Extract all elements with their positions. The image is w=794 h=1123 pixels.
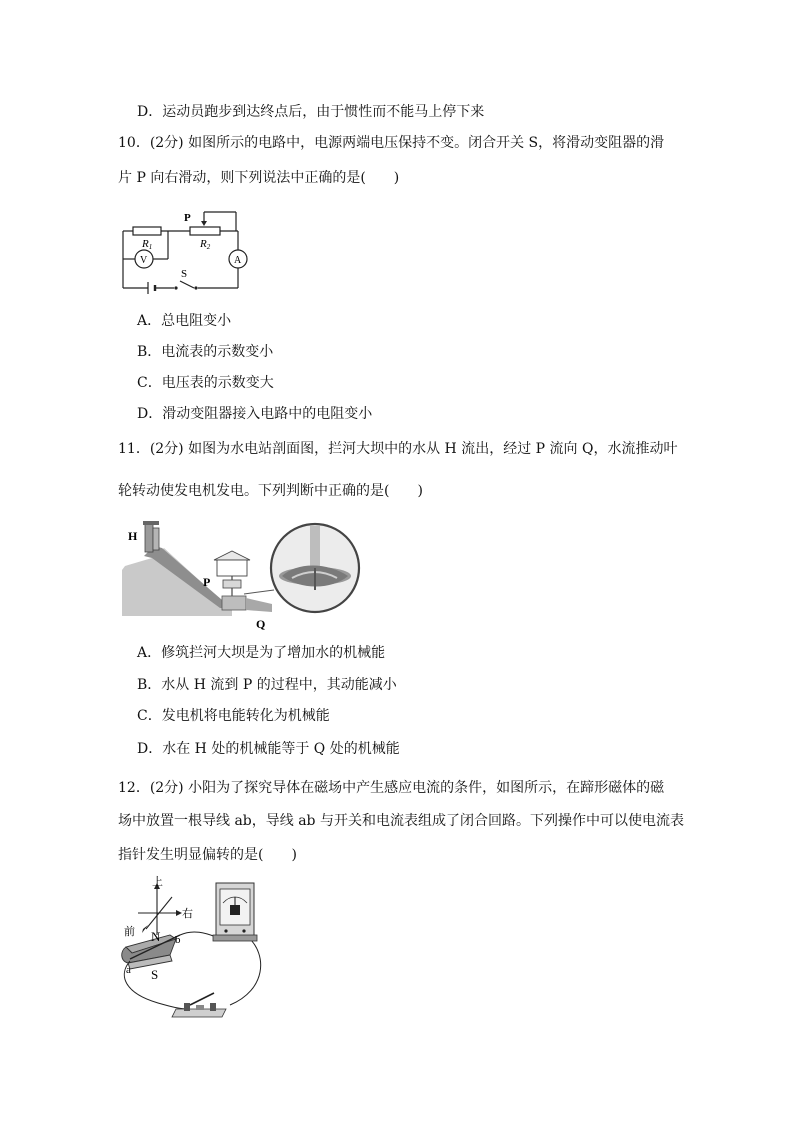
q10-label-r2-sub: 2 <box>206 243 211 251</box>
q11-label-h: H <box>128 529 138 543</box>
q10-stem-line2: 片 P 向右滑动，则下列说法中正确的是( ) <box>118 170 400 186</box>
q12-stem-line1: 12．(2分) 小阳为了探究导体在磁场中产生感应电流的条件，如图所示，在蹄形磁体的磁 <box>118 780 665 796</box>
q10-label-p: P <box>184 212 191 224</box>
q11-option-c: C．发电机将电能转化为机械能 <box>137 708 330 724</box>
q11-option-d: D．水在 H 处的机械能等于 Q 处的机械能 <box>137 741 400 757</box>
q10-ammeter-label: A <box>234 255 242 266</box>
q10-option-c: C．电压表的示数变大 <box>137 375 274 391</box>
q12-label-s: S <box>151 967 159 982</box>
q12-label-up: 上 <box>152 876 163 888</box>
q10-voltmeter-label: V <box>140 255 148 266</box>
q12-induction-experiment-diagram <box>118 875 278 1023</box>
q10-stem-line1: 10．(2分) 如图所示的电路中，电源两端电压保持不变。闭合开关 S，将滑动变阻器的滑 <box>118 135 665 151</box>
q12-label-right: 右 <box>182 908 193 920</box>
q10-option-b: B．电流表的示数变小 <box>137 344 274 360</box>
q12-stem-line3: 指针发生明显偏转的是( ) <box>118 847 297 863</box>
q12-stem-line2: 场中放置一根导线 ab，导线 ab 与开关和电流表组成了闭合回路。下列操作中可以使电流表 <box>118 813 684 829</box>
q11-label-q: Q <box>256 617 266 631</box>
svg-text:R2 <box>199 238 211 251</box>
q11-label-p: P <box>203 575 211 589</box>
q10-label-s: S <box>181 268 188 280</box>
q9-option-d: D．运动员跑步到达终点后，由于惯性而不能马上停下来 <box>137 104 485 120</box>
q12-label-n: N <box>151 929 161 944</box>
q10-label-r1-sub: 1 <box>148 243 153 251</box>
q11-hydropower-station-diagram <box>122 518 362 633</box>
q11-stem-line2: 轮转动使发电机发电。下列判断中正确的是( ) <box>118 483 423 499</box>
svg-text:R1 <box>141 238 152 251</box>
q11-option-a: A．修筑拦河大坝是为了增加水的机械能 <box>137 645 386 661</box>
q10-label-r2: R <box>200 238 207 250</box>
q10-option-a: A．总电阻变小 <box>137 313 232 329</box>
q12-label-a: a <box>126 964 131 976</box>
q10-circuit-diagram <box>118 205 258 301</box>
q12-label-b: b <box>175 934 181 946</box>
q10-label-r1: R <box>142 238 149 250</box>
q10-option-d: D．滑动变阻器接入电路中的电阻变小 <box>137 406 373 422</box>
q11-stem-line1: 11．(2分) 如图为水电站剖面图，拦河大坝中的水从 H 流出，经过 P 流向 Q，水流推动叶 <box>118 441 678 457</box>
q11-option-b: B．水从 H 流到 P 的过程中，其动能减小 <box>137 677 397 693</box>
q12-label-front: 前 <box>124 926 135 938</box>
